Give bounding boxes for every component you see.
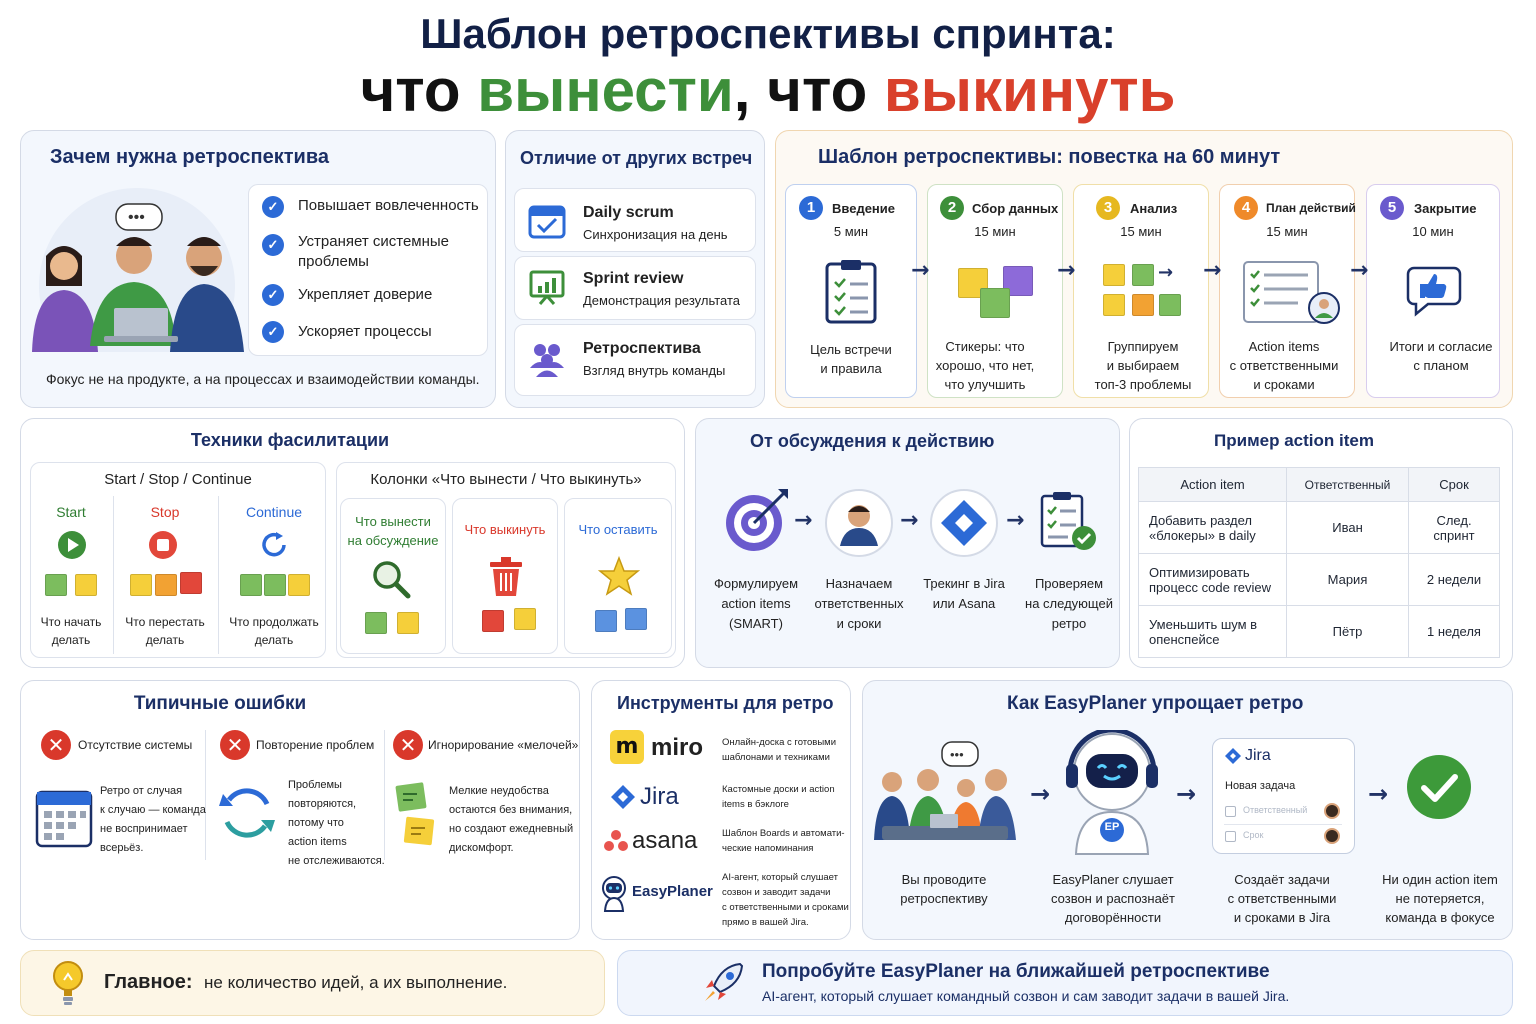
arrow-icon: → (1350, 258, 1369, 283)
lightbulb-icon (52, 960, 84, 1006)
ep-badge: EP (1104, 821, 1120, 833)
ssc-col-name: Continue (245, 504, 303, 520)
stop-icon (148, 530, 178, 560)
page-title: Шаблон ретроспективы спринта: (420, 10, 1116, 57)
takeaway-label: Главное: (104, 971, 193, 993)
rocket-icon (700, 958, 748, 1006)
robot-icon (1064, 730, 1160, 856)
ssc-col-desc: Что начать (40, 615, 102, 629)
easy-step: Создаёт задачи (1234, 872, 1330, 887)
mistake-name: Повторение проблем (256, 738, 375, 752)
mistake-desc: не отслеживаются. (288, 855, 385, 867)
tools-title: Инструменты для ретро (617, 693, 834, 713)
tool-desc: шаблонами и техниками (722, 752, 830, 763)
easyplaner-robot-icon (600, 876, 628, 912)
mistake-desc: потому что (288, 817, 344, 829)
diff-item-desc: Взгляд внутрь команды (583, 363, 726, 378)
ssc-title: Start / Stop / Continue (104, 471, 252, 488)
step-desc: Итоги и согласие (1389, 339, 1493, 354)
step-name: Закрытие (1414, 201, 1477, 216)
step-name: Сбор данных (972, 201, 1059, 216)
easy-step: Ни один action item (1382, 872, 1498, 887)
action-step: ответственных (814, 596, 904, 611)
success-check-icon (1406, 754, 1472, 820)
sticker (980, 288, 1010, 318)
step-duration: 15 мин (1120, 224, 1162, 239)
check-icon: ✓ (262, 196, 284, 218)
easyplaner-title: Как EasyPlaner упрощает ретро (1007, 693, 1304, 714)
agenda-title: Шаблон ретроспективы: повестка на 60 минут (818, 146, 1281, 168)
error-icon: ✕ (41, 730, 71, 760)
sticker (1103, 264, 1125, 286)
jira-icon (929, 488, 999, 558)
action-items-table (1138, 467, 1500, 658)
column-label: Что вынести (355, 514, 431, 529)
page-subtitle: что вынести, что выкинуть (360, 57, 1176, 124)
diff-item-desc: Демонстрация результата (583, 293, 740, 308)
step-desc: и правила (820, 361, 882, 376)
table-cell: Иван (1287, 502, 1409, 554)
arrow-icon: → (1203, 258, 1222, 283)
svg-text:•••: ••• (128, 209, 145, 226)
mistake-desc: Проблемы (288, 779, 342, 791)
tool-desc: Онлайн-доска с готовыми (722, 737, 837, 748)
step-desc: Стикеры: что (945, 339, 1025, 354)
mistake-desc: Мелкие неудобства (449, 785, 549, 797)
play-icon (57, 530, 87, 560)
easy-step: Вы проводите (901, 872, 987, 887)
sticker (155, 574, 177, 596)
step-number: 3 (1096, 196, 1120, 220)
sticker (1103, 294, 1125, 316)
ssc-col-name: Stop (150, 504, 180, 520)
step-desc: топ-3 проблемы (1094, 377, 1192, 392)
diff-title: Отличие от других встреч (520, 148, 753, 168)
tool-desc: созвон и заводит задачи (722, 887, 831, 898)
mistake-desc: дискомфорт. (449, 842, 514, 854)
column-label: Что выкинуть (464, 522, 546, 537)
table-header: Action item (1139, 468, 1287, 502)
check-icon: ✓ (262, 284, 284, 306)
tool-name: miro (651, 734, 704, 761)
sticker (264, 574, 286, 596)
magnifier-icon (370, 558, 412, 600)
cta-title: Попробуйте EasyPlaner на ближайшей ретроспективе (762, 961, 1270, 982)
sticker (397, 612, 419, 634)
asana-logo-icon (604, 830, 628, 852)
step-number: 2 (940, 196, 964, 220)
check-icon: ✓ (262, 321, 284, 343)
tool-desc: items в бэклоге (722, 799, 789, 810)
mistake-desc: остаются без внимания, (449, 804, 573, 816)
arrow-icon: → (911, 258, 930, 283)
tool-desc: прямо в вашей Jira. (722, 917, 809, 928)
diff-item-desc: Синхронизация на день (583, 227, 728, 242)
target-icon (722, 485, 792, 555)
step-desc: с ответственными (1229, 358, 1339, 373)
action-title: От обсуждения к действию (750, 431, 995, 451)
table-row (1139, 554, 1500, 606)
easy-step: и сроками в Jira (1233, 910, 1331, 925)
step-desc: Action items (1248, 339, 1320, 354)
sticker (1132, 294, 1154, 316)
trash-icon (488, 556, 524, 598)
ssc-col-desc: Что продолжать (229, 615, 319, 629)
table-cell: Пётр (1287, 606, 1409, 658)
mistakes-title: Типичные ошибки (133, 693, 307, 714)
mistake-desc: action items (288, 836, 347, 848)
clipboard-icon (824, 258, 878, 324)
person-icon (824, 488, 894, 558)
diff-item-name: Ретроспектива (583, 340, 701, 357)
mistake-name: Отсутствие системы (78, 738, 193, 752)
ssc-col-name: Start (56, 504, 86, 520)
sticker (130, 574, 152, 596)
step-duration: 10 мин (1412, 224, 1454, 239)
error-icon: ✕ (220, 730, 250, 760)
arrow-icon: → (1057, 258, 1076, 283)
why-item: Ускоряет процессы (298, 323, 432, 340)
check-icon: ✓ (262, 234, 284, 256)
avatar (1324, 803, 1340, 819)
sticker (180, 572, 202, 594)
action-step: (SMART) (729, 616, 783, 631)
action-step: Назначаем (825, 576, 893, 591)
action-step: и сроки (836, 616, 882, 631)
step-name: План действий (1266, 201, 1356, 215)
table-cell: Уменьшить шум в опенспейсе (1139, 606, 1287, 658)
sticker (45, 574, 67, 596)
takeaway-text: не количество идей, а их выполнение. (204, 973, 508, 992)
why-title: Зачем нужна ретроспектива (50, 146, 329, 168)
divider (384, 730, 385, 860)
presentation-chart-icon (528, 268, 566, 306)
sticker (595, 610, 617, 632)
tool-name: Jira (640, 783, 679, 810)
techniques-title: Техники фасилитации (190, 430, 390, 450)
diff-item-name: Daily scrum (583, 204, 674, 221)
step-number: 5 (1380, 196, 1404, 220)
jira-logo-icon (610, 784, 636, 810)
cta-subtitle: AI-агент, который слушает командный созвон и сам заводит задачи в вашей Jira. (762, 988, 1290, 1004)
why-item: Укрепляет доверие (298, 286, 433, 303)
action-step: Формулируем (713, 576, 799, 591)
meeting-illustration (872, 740, 1018, 852)
table-cell: 1 неделя (1409, 606, 1500, 658)
svg-text:•••: ••• (950, 747, 964, 762)
action-step: на следующей (1025, 596, 1113, 611)
checklist-icon (1242, 260, 1342, 326)
table-cell: Оптимизировать процесс code review (1139, 554, 1287, 606)
step-desc: и выбираем (1106, 358, 1180, 373)
diff-item-name: Sprint review (583, 270, 684, 287)
sticker (75, 574, 97, 596)
easy-step: не потеряется, (1395, 891, 1485, 906)
action-step: ретро (1051, 616, 1087, 631)
table-cell: След. спринт (1409, 502, 1500, 554)
sticker (625, 608, 647, 630)
table-cell: Мария (1287, 554, 1409, 606)
checklist-done-icon (1036, 490, 1100, 554)
easy-step: EasyPlaner слушает (1052, 872, 1174, 887)
step-duration: 5 мин (833, 224, 869, 239)
ssc-col-desc: делать (145, 633, 185, 647)
step-duration: 15 мин (1266, 224, 1308, 239)
sticker (240, 574, 262, 596)
arrow-icon: → (794, 508, 813, 533)
step-name: Введение (832, 201, 895, 216)
arrow-icon: → (1030, 780, 1051, 808)
sticker (514, 608, 536, 630)
miro-logo-icon: m (610, 730, 644, 764)
ssc-col-desc: Что перестать (125, 615, 205, 629)
jira-checkbox[interactable] (1225, 831, 1236, 842)
tool-desc: ческие напоминания (722, 843, 814, 854)
cycle-icon (217, 782, 277, 844)
column-label: на обсуждение (347, 533, 439, 548)
notes-icon (395, 782, 439, 848)
tool-desc: AI-агент, который слушает (722, 872, 838, 883)
refresh-icon (259, 530, 289, 560)
easy-step: ретроспективу (900, 891, 988, 906)
why-item: проблемы (298, 253, 369, 270)
tool-name: asana (632, 827, 698, 854)
action-step: или Asana (932, 596, 996, 611)
thumbs-up-icon (1406, 262, 1462, 318)
avatar (1324, 828, 1340, 844)
mistake-desc: Ретро от случая (100, 785, 183, 797)
why-item: Устраняет системные (298, 233, 450, 250)
column-label: Что оставить (578, 522, 658, 537)
tool-desc: с ответственными и сроками (722, 902, 849, 913)
why-item: Повышает вовлеченность (298, 197, 479, 214)
ssc-col-desc: делать (254, 633, 294, 647)
table-header: Ответственный (1287, 468, 1409, 502)
table-row (1139, 606, 1500, 658)
table-header: Срок (1409, 468, 1500, 502)
ssc-col-desc: делать (51, 633, 91, 647)
divider (1224, 824, 1342, 825)
example-title: Пример action item (1214, 431, 1374, 450)
easy-step: команда в фокусе (1385, 910, 1495, 925)
sticker (288, 574, 310, 596)
easy-step: договорённости (1064, 910, 1162, 925)
arrow-icon: → (1368, 780, 1389, 808)
step-number: 4 (1234, 196, 1258, 220)
divider (205, 730, 206, 860)
step-desc: с планом (1413, 358, 1469, 373)
tool-desc: Кастомные доски и action (722, 784, 835, 795)
arrow-icon: → (1006, 508, 1025, 533)
calendar-icon (528, 202, 566, 240)
arrow-icon: → (900, 508, 919, 533)
mistake-desc: к случаю — команда (100, 804, 206, 816)
mistake-desc: всерьёз. (100, 842, 144, 854)
jira-field-label: Ответственный (1243, 805, 1308, 815)
step-desc: хорошо, что нет, (935, 358, 1035, 373)
easy-step: с ответственными (1227, 891, 1337, 906)
easy-step: созвон и распознаёт (1051, 891, 1175, 906)
sticker (365, 612, 387, 634)
mistake-desc: повторяются, (288, 798, 357, 810)
step-duration: 15 мин (974, 224, 1016, 239)
team-illustration (24, 186, 250, 352)
step-number: 1 (799, 196, 823, 220)
table-row (1139, 502, 1500, 554)
why-note: Фокус не на продукте, а на процессах и взаимодействии команды. (46, 371, 480, 387)
jira-checkbox[interactable] (1225, 806, 1236, 817)
tool-desc: Шаблон Boards и автомати- (722, 828, 845, 839)
table-cell: Добавить раздел «блокеры» в daily (1139, 502, 1287, 554)
star-icon (598, 556, 640, 596)
arrow-icon: → (1176, 780, 1197, 808)
columns-title: Колонки «Что вынести / Что выкинуть» (370, 471, 642, 488)
action-step: Трекинг в Jira (923, 576, 1005, 591)
arrow-icon: → (1158, 262, 1174, 283)
mistake-name: Игнорирование «мелочей» (428, 738, 579, 752)
mistake-desc: но создают ежедневный (449, 823, 574, 835)
error-icon: ✕ (393, 730, 423, 760)
sticker (482, 610, 504, 632)
table-cell: 2 недели (1409, 554, 1500, 606)
step-desc: Группируем (1107, 339, 1179, 354)
jira-name: Jira (1245, 747, 1271, 764)
action-step: action items (721, 596, 791, 611)
action-step: Проверяем (1034, 576, 1104, 591)
jira-logo-icon (1225, 748, 1241, 764)
jira-field-label: Срок (1243, 830, 1264, 840)
step-name: Анализ (1130, 201, 1178, 216)
step-desc: Цель встречи (810, 342, 892, 357)
step-desc: и сроками (1253, 377, 1315, 392)
sticker (1132, 264, 1154, 286)
team-icon (528, 340, 566, 378)
mistake-desc: не воспринимает (100, 823, 188, 835)
jira-task-title: Новая задача (1225, 780, 1296, 792)
tool-name: EasyPlaner (632, 883, 713, 900)
calendar-grid-icon (35, 786, 93, 848)
step-desc: что улучшить (944, 377, 1026, 392)
sticker (1159, 294, 1181, 316)
